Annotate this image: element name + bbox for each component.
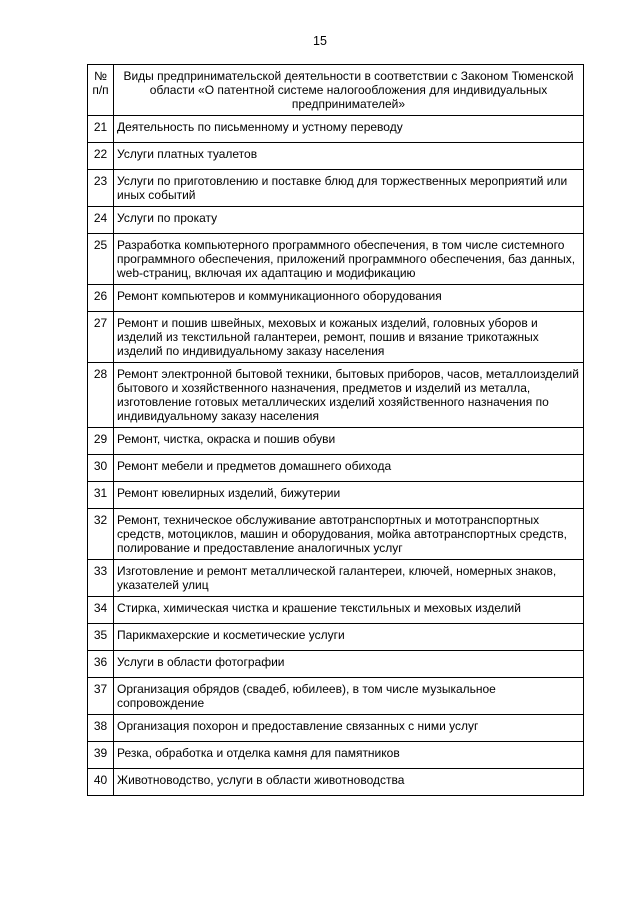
table-row xyxy=(88,143,584,170)
row-number: 39 xyxy=(88,742,114,769)
row-activity: Ремонт, техническое обслуживание автотранспортных и мототранспортных средств, мотоциклов, машин и оборудования, мойка автотранспортных средств, полирование и предоставление аналогичных услуг xyxy=(114,509,584,560)
row-number: 30 xyxy=(88,455,114,482)
row-activity: Организация похорон и предоставление связанных с ними услуг xyxy=(114,715,584,742)
row-number: 33 xyxy=(88,560,114,597)
row-number: 28 xyxy=(88,363,114,428)
row-number: 27 xyxy=(88,312,114,363)
table-row xyxy=(88,651,584,678)
row-number: 26 xyxy=(88,285,114,312)
row-activity: Изготовление и ремонт металлической галантереи, ключей, номерных знаков, указателей улиц xyxy=(114,560,584,597)
row-number: 35 xyxy=(88,624,114,651)
table-row xyxy=(88,715,584,742)
row-number: 37 xyxy=(88,678,114,715)
table-row xyxy=(88,455,584,482)
table-row xyxy=(88,597,584,624)
row-activity: Разработка компьютерного программного обеспечения, в том числе системного программного обеспечения, приложений программного обеспечения, баз данных, web-страниц, включая их адаптацию и модификацию xyxy=(114,234,584,285)
table-row xyxy=(88,769,584,796)
row-number: 34 xyxy=(88,597,114,624)
column-header-number: № п/п xyxy=(88,65,114,116)
row-activity: Животноводство, услуги в области животноводства xyxy=(114,769,584,796)
table-row xyxy=(88,624,584,651)
table-row xyxy=(88,482,584,509)
table-row xyxy=(88,428,584,455)
table-header-row xyxy=(88,65,584,116)
table-row xyxy=(88,170,584,207)
row-activity: Услуги платных туалетов xyxy=(114,143,584,170)
row-number: 25 xyxy=(88,234,114,285)
row-activity: Ремонт ювелирных изделий, бижутерии xyxy=(114,482,584,509)
table-row xyxy=(88,509,584,560)
row-number: 32 xyxy=(88,509,114,560)
row-number: 38 xyxy=(88,715,114,742)
table-row xyxy=(88,742,584,769)
table-row xyxy=(88,234,584,285)
row-activity: Ремонт и пошив швейных, меховых и кожаных изделий, головных уборов и изделий из текстильной галантереи, ремонт, пошив и вязание трикотажных изделий по индивидуальному заказу населения xyxy=(114,312,584,363)
activities-table xyxy=(87,64,584,796)
row-activity: Парикмахерские и косметические услуги xyxy=(114,624,584,651)
row-activity: Услуги по прокату xyxy=(114,207,584,234)
page-number: 15 xyxy=(313,34,327,48)
table-row xyxy=(88,363,584,428)
row-number: 22 xyxy=(88,143,114,170)
row-activity: Услуги в области фотографии xyxy=(114,651,584,678)
row-number: 29 xyxy=(88,428,114,455)
row-activity: Организация обрядов (свадеб, юбилеев), в том числе музыкальное сопровождение xyxy=(114,678,584,715)
table-row xyxy=(88,312,584,363)
row-activity: Услуги по приготовлению и поставке блюд для торжественных мероприятий или иных событий xyxy=(114,170,584,207)
row-number: 31 xyxy=(88,482,114,509)
row-number: 23 xyxy=(88,170,114,207)
row-activity: Стирка, химическая чистка и крашение текстильных и меховых изделий xyxy=(114,597,584,624)
row-number: 21 xyxy=(88,116,114,143)
row-activity: Деятельность по письменному и устному переводу xyxy=(114,116,584,143)
row-activity: Ремонт электронной бытовой техники, бытовых приборов, часов, металлоизделий бытового и хозяйственного назначения, предметов и изделий из металла, изготовление готовых металлических изделий хозяйственного назначения по индивидуальному заказу населения xyxy=(114,363,584,428)
table-row xyxy=(88,678,584,715)
table-row xyxy=(88,560,584,597)
row-activity: Ремонт компьютеров и коммуникационного оборудования xyxy=(114,285,584,312)
row-number: 40 xyxy=(88,769,114,796)
row-activity: Ремонт, чистка, окраска и пошив обуви xyxy=(114,428,584,455)
row-activity: Ремонт мебели и предметов домашнего обихода xyxy=(114,455,584,482)
row-number: 36 xyxy=(88,651,114,678)
table-row xyxy=(88,207,584,234)
row-activity: Резка, обработка и отделка камня для памятников xyxy=(114,742,584,769)
table-row xyxy=(88,285,584,312)
table-row xyxy=(88,116,584,143)
row-number: 24 xyxy=(88,207,114,234)
column-header-activity: Виды предпринимательской деятельности в соответствии с Законом Тюменской области «О патентной системе налогообложения для индивидуальных предпринимателей» xyxy=(114,65,584,116)
